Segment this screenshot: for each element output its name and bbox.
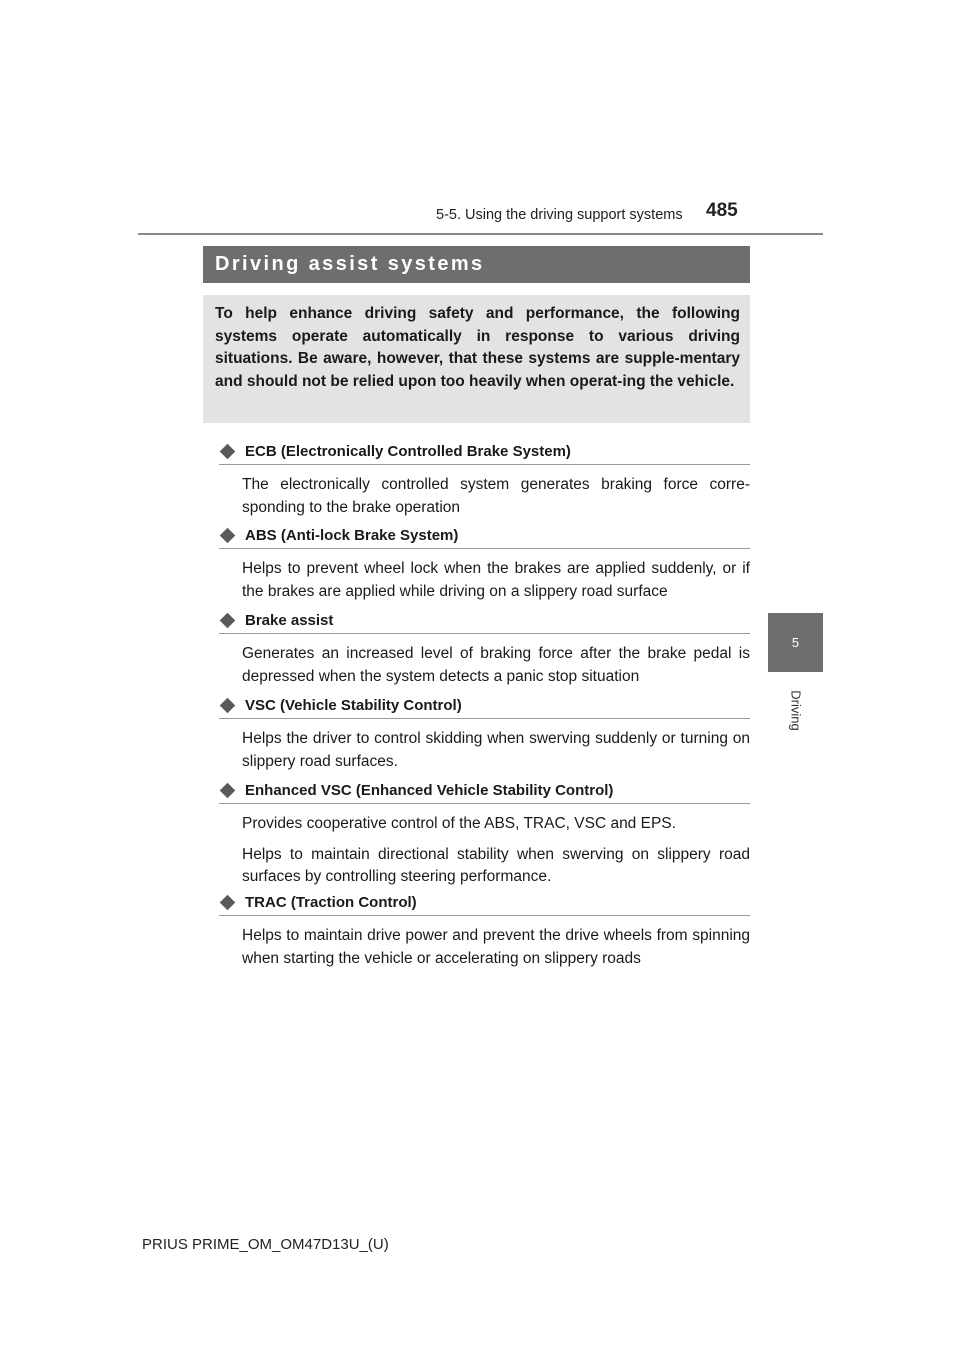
section-title: Brake assist [245, 611, 334, 629]
section-body [242, 558, 750, 603]
section-heading [219, 522, 750, 549]
section-paragraph: Provides cooperative control of the ABS, TRAC, VSC and EPS. [242, 815, 676, 832]
section-trac [219, 889, 750, 970]
intro-text: To help enhance driving safety and performance, the following systems operate automatically in response to various driving situations. Be aware, however, that these systems are supple-mentary and should not be relied upon too heavily when operat-ing the vehicle. [215, 305, 740, 390]
section-brake-assist [219, 607, 750, 688]
section-body [242, 474, 750, 519]
section-body [242, 728, 750, 773]
diamond-bullet-icon [220, 612, 236, 628]
page-number: 485 [706, 200, 738, 221]
diamond-bullet-icon [220, 443, 236, 459]
section-paragraph: Helps the driver to control skidding when swerving suddenly or turning on slippery road surfaces. [242, 730, 750, 770]
section-paragraph: Helps to maintain drive power and prevent the drive wheels from spinning when starting the vehicle or accelerating on slippery roads [242, 927, 750, 967]
section-ecb [219, 438, 750, 519]
section-body [242, 925, 750, 970]
section-body [242, 643, 750, 688]
section-heading [219, 438, 750, 465]
section-paragraph: Helps to maintain directional stability when swerving on slippery road surfaces by controlling steering performance. [242, 845, 750, 885]
diamond-bullet-icon [220, 697, 236, 713]
header-section-title: 5-5. Using the driving support systems [436, 207, 683, 223]
section-paragraph: Generates an increased level of braking force after the brake pedal is depressed when the system detects a panic stop situation [242, 645, 750, 685]
section-enhanced-vsc [219, 777, 750, 889]
section-title: ECB (Electronically Controlled Brake System) [245, 442, 571, 460]
page-title: Driving assist systems [215, 253, 485, 275]
section-heading [219, 692, 750, 719]
chapter-number: 5 [791, 635, 800, 650]
chapter-label: Driving [788, 689, 804, 731]
section-paragraph: The electronically controlled system generates braking force corre-sponding to the brake operation [242, 476, 750, 516]
diamond-bullet-icon [220, 527, 236, 543]
section-title: TRAC (Traction Control) [245, 893, 417, 911]
section-heading [219, 777, 750, 804]
section-heading [219, 607, 750, 634]
header-divider [138, 233, 823, 235]
diamond-bullet-icon [220, 894, 236, 910]
chapter-side-label [769, 680, 823, 740]
section-abs [219, 522, 750, 603]
chapter-tab [768, 613, 823, 672]
section-vsc [219, 692, 750, 773]
footer-doc-id: PRIUS PRIME_OM_OM47D13U_(U) [142, 1236, 389, 1253]
intro-box [203, 295, 750, 423]
section-title: VSC (Vehicle Stability Control) [245, 696, 462, 714]
section-title: ABS (Anti-lock Brake System) [245, 526, 459, 544]
section-heading [219, 889, 750, 916]
section-paragraph: Helps to prevent wheel lock when the brakes are applied suddenly, or if the brakes are applied while driving on a slippery road surface [242, 560, 750, 600]
section-title: Enhanced VSC (Enhanced Vehicle Stability Control) [245, 781, 614, 799]
diamond-bullet-icon [220, 782, 236, 798]
section-body [242, 813, 750, 889]
page-title-bar [203, 246, 750, 283]
